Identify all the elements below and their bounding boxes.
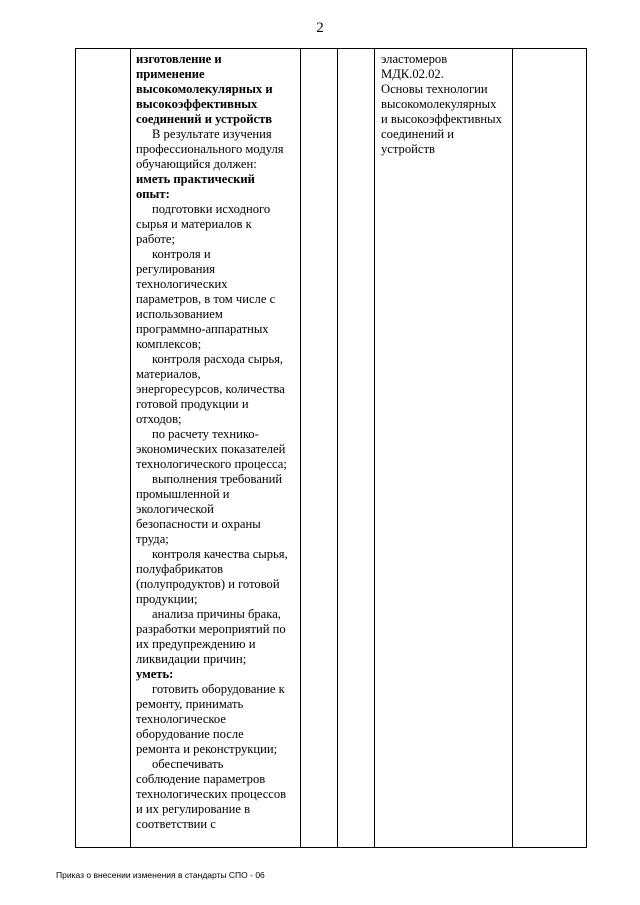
text-line: безопасности и охраны	[136, 517, 261, 531]
index-cell	[76, 49, 131, 848]
text-line: уметь:	[136, 667, 174, 681]
text-line: контроля качества сырья,	[152, 547, 288, 561]
text-line: высокоэффективных	[136, 97, 258, 111]
text-line: соблюдение параметров	[136, 772, 266, 786]
text-line: сырья и материалов к	[136, 217, 252, 231]
footer-note: Приказ о внесении изменения в стандарты СПО - 06	[56, 870, 265, 880]
text-line: опыт:	[136, 187, 170, 201]
competency-cell	[131, 49, 301, 848]
text-line: высокомолекулярных	[381, 97, 497, 111]
hours-cell	[301, 49, 338, 848]
text-line: Основы технологии	[381, 82, 488, 96]
text-line: труда;	[136, 532, 169, 546]
text-line: оборудование после	[136, 727, 244, 741]
text-line: контроля расхода сырья,	[152, 352, 284, 366]
text-line: обучающийся должен:	[136, 157, 257, 171]
text-line: их предупреждению и	[136, 637, 256, 651]
text-line: готовой продукции и	[136, 397, 249, 411]
text-line: соединений и устройств	[136, 112, 273, 126]
text-line: разработки мероприятий по	[136, 622, 286, 636]
text-line: ремонта и реконструкции;	[136, 742, 278, 756]
text-line: ремонту, принимать	[136, 697, 244, 711]
text-line: эластомеров	[381, 52, 448, 66]
text-line: соответствии с	[136, 817, 216, 831]
text-line: подготовки исходного	[152, 202, 271, 216]
text-line: параметров, в том числе с	[136, 292, 276, 306]
competency-codes-cell	[513, 49, 587, 848]
text-line: продукции;	[136, 592, 198, 606]
module-cell	[375, 49, 513, 848]
hours-cell-2	[338, 49, 375, 848]
text-line: соединений и	[381, 127, 455, 141]
text-line: и высокоэффективных	[381, 112, 502, 126]
text-line: экономических показателей	[136, 442, 286, 456]
text-line: комплексов;	[136, 337, 202, 351]
table-row	[76, 49, 587, 848]
text-line: высокомолекулярных и	[136, 82, 273, 96]
text-line: экологической	[136, 502, 214, 516]
text-line: контроля и	[152, 247, 211, 261]
text-line: применение	[136, 67, 205, 81]
text-line: В результате изучения	[152, 127, 272, 141]
text-line: отходов;	[136, 412, 182, 426]
text-line: готовить оборудование к	[152, 682, 285, 696]
page-number: 2	[316, 20, 324, 36]
text-line: полуфабрикатов	[136, 562, 224, 576]
text-line: технологического процесса;	[136, 457, 287, 471]
text-line: работе;	[136, 232, 176, 246]
text-line: технологическое	[136, 712, 226, 726]
text-line: энергоресурсов, количества	[136, 382, 285, 396]
text-line: технологических процессов	[136, 787, 287, 801]
text-line: устройств	[381, 142, 435, 156]
text-line: иметь практический	[136, 172, 255, 186]
text-line: программно-аппаратных	[136, 322, 269, 336]
text-line: использованием	[136, 307, 223, 321]
text-line: выполнения требований	[152, 472, 283, 486]
text-line: (полупродуктов) и готовой	[136, 577, 280, 591]
text-line: материалов,	[136, 367, 201, 381]
text-line: профессионального модуля	[136, 142, 284, 156]
text-line: анализа причины брака,	[152, 607, 281, 621]
text-line: и их регулирование в	[136, 802, 251, 816]
text-line: по расчету технико-	[152, 427, 259, 441]
curriculum-table	[75, 48, 587, 848]
text-line: технологических	[136, 277, 228, 291]
text-line: изготовление и	[136, 52, 222, 66]
text-line: регулирования	[136, 262, 216, 276]
text-line: ликвидации причин;	[136, 652, 247, 666]
text-line: промышленной и	[136, 487, 230, 501]
text-line: обеспечивать	[152, 757, 224, 771]
text-line: МДК.02.02.	[381, 67, 444, 81]
